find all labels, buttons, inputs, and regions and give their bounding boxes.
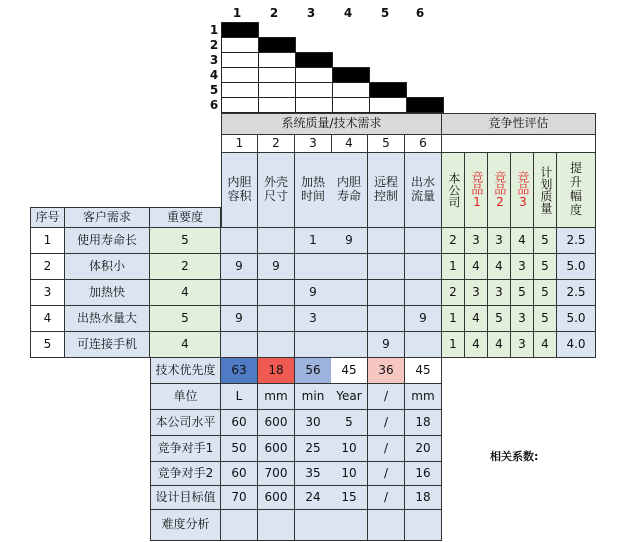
roof-correlation-cell — [332, 82, 370, 98]
spec-cell: 50 — [221, 436, 258, 462]
bottom-row-label: 单位 — [150, 384, 221, 410]
row-importance: 5 — [150, 306, 221, 332]
correlation-note: 相关系数: — [490, 450, 539, 463]
competitive-cell: 5 — [534, 228, 557, 254]
roof-correlation-cell — [295, 67, 333, 83]
customer-need-header: 客户需求 — [65, 207, 150, 228]
relationship-cell — [331, 254, 368, 280]
spec-cell: 60 — [221, 462, 258, 486]
spec-cell: / — [368, 436, 405, 462]
roof-diagonal-cell — [295, 52, 333, 68]
roof-row-number: 2 — [209, 38, 219, 52]
roof-row-number: 1 — [209, 23, 219, 37]
roof-correlation-cell — [221, 37, 259, 53]
relationship-cell — [258, 228, 295, 254]
row-importance: 2 — [150, 254, 221, 280]
row-customer-need: 可连接手机 — [65, 332, 150, 358]
spec-cell: 70 — [221, 486, 258, 510]
spec-cell: 700 — [258, 462, 295, 486]
relationship-cell: 9 — [368, 332, 405, 358]
row-seq: 1 — [30, 228, 65, 254]
spec-cell: 35 — [295, 462, 332, 486]
competitive-cell: 5 — [534, 254, 557, 280]
priority-cell: 45 — [331, 358, 368, 384]
relationship-cell — [405, 254, 442, 280]
relationship-cell — [405, 228, 442, 254]
relationship-cell — [295, 332, 332, 358]
competitive-cell: 3 — [511, 332, 534, 358]
comp-col-label: 竞品3 — [511, 153, 534, 228]
tech-col-label: 远程控制 — [368, 153, 405, 228]
roof-diagonal-cell — [258, 37, 296, 53]
bottom-row-label: 本公司水平 — [150, 410, 221, 436]
row-customer-need: 出热水量大 — [65, 306, 150, 332]
competitive-cell: 4 — [465, 306, 488, 332]
relationship-cell: 9 — [295, 280, 332, 306]
tech-col-number: 3 — [295, 135, 332, 153]
relationship-cell — [405, 332, 442, 358]
spec-cell: 600 — [258, 410, 295, 436]
tech-col-number: 6 — [405, 135, 442, 153]
spec-cell: / — [368, 384, 405, 410]
roof-col-number: 6 — [415, 6, 425, 20]
relationship-cell — [405, 280, 442, 306]
relationship-cell — [258, 306, 295, 332]
competitive-cell: 3 — [511, 306, 534, 332]
bottom-row-label: 竞争对手1 — [150, 436, 221, 462]
importance-header: 重要度 — [150, 207, 221, 228]
relationship-cell: 3 — [295, 306, 332, 332]
tech-col-label: 内胆寿命 — [331, 153, 368, 228]
competitive-cell: 4 — [465, 254, 488, 280]
spec-cell: / — [368, 462, 405, 486]
comp-col-label: 竞品1 — [465, 153, 488, 228]
competitive-cell: 4 — [488, 332, 511, 358]
row-customer-need: 加热快 — [65, 280, 150, 306]
roof-col-number: 4 — [343, 6, 353, 20]
relationship-cell — [368, 306, 405, 332]
spec-cell: mm — [258, 384, 295, 410]
spec-cell: 10 — [331, 436, 368, 462]
relationship-cell — [331, 280, 368, 306]
competitive-cell: 2 — [442, 228, 465, 254]
spec-cell: 30 — [295, 410, 332, 436]
tech-col-number: 1 — [221, 135, 258, 153]
competitive-cell: 4 — [511, 228, 534, 254]
spec-cell: 25 — [295, 436, 332, 462]
spec-cell: 24 — [295, 486, 332, 510]
roof-col-number: 5 — [380, 6, 390, 20]
spec-cell: / — [368, 410, 405, 436]
competitive-cell: 3 — [511, 254, 534, 280]
roof-correlation-cell — [221, 82, 259, 98]
relationship-cell: 9 — [221, 306, 258, 332]
relationship-cell — [331, 332, 368, 358]
relationship-cell — [368, 228, 405, 254]
spec-cell: 10 — [331, 462, 368, 486]
roof-diagonal-cell — [332, 67, 370, 83]
competitive-cell: 4.0 — [557, 332, 596, 358]
roof-col-number: 3 — [306, 6, 316, 20]
roof-col-number: 2 — [269, 6, 279, 20]
competitive-cell: 1 — [442, 332, 465, 358]
competitive-cell: 4 — [534, 332, 557, 358]
roof-row-number: 3 — [209, 53, 219, 67]
spec-cell — [331, 510, 368, 541]
competitive-cell: 3 — [465, 280, 488, 306]
competitive-cell: 3 — [488, 228, 511, 254]
relationship-cell — [221, 228, 258, 254]
tech-col-number: 4 — [331, 135, 368, 153]
competitive-assessment-header: 竞争性评估 — [442, 113, 596, 135]
bottom-row-label: 设计目标值 — [150, 486, 221, 510]
roof-correlation-cell — [258, 67, 296, 83]
spec-cell — [405, 510, 442, 541]
comp-col-label: 本公司 — [442, 153, 465, 228]
spec-cell: / — [368, 486, 405, 510]
spec-cell: 18 — [405, 486, 442, 510]
competitive-cell: 5 — [534, 306, 557, 332]
row-importance: 5 — [150, 228, 221, 254]
competitive-cell: 5 — [534, 280, 557, 306]
roof-correlation-cell — [295, 97, 333, 113]
relationship-cell — [368, 254, 405, 280]
spec-cell — [258, 510, 295, 541]
roof-correlation-cell — [369, 97, 407, 113]
bottom-row-label: 竞争对手2 — [150, 462, 221, 486]
priority-cell: 45 — [405, 358, 442, 384]
relationship-cell — [331, 306, 368, 332]
spec-cell: min — [295, 384, 332, 410]
comp-col-label: 提升幅度 — [557, 153, 596, 228]
roof-correlation-cell — [258, 52, 296, 68]
roof-diagonal-cell — [221, 22, 259, 38]
competitive-cell: 3 — [465, 228, 488, 254]
competitive-cell: 2.5 — [557, 280, 596, 306]
spec-cell: Year — [331, 384, 368, 410]
competitive-cell: 5 — [511, 280, 534, 306]
seq-header: 序号 — [30, 207, 65, 228]
roof-correlation-cell — [221, 67, 259, 83]
roof-correlation-cell — [332, 97, 370, 113]
priority-cell: 63 — [221, 358, 258, 384]
priority-cell: 36 — [368, 358, 405, 384]
spec-cell — [295, 510, 332, 541]
roof-row-number: 5 — [209, 83, 219, 97]
spec-cell: 600 — [258, 436, 295, 462]
row-seq: 5 — [30, 332, 65, 358]
spec-cell: 20 — [405, 436, 442, 462]
roof-diagonal-cell — [369, 82, 407, 98]
roof-col-number: 1 — [232, 6, 242, 20]
competitive-cell: 5 — [488, 306, 511, 332]
roof-correlation-cell — [221, 52, 259, 68]
roof-correlation-cell — [258, 97, 296, 113]
tech-col-number: 5 — [368, 135, 405, 153]
tech-col-label: 内胆容积 — [221, 153, 258, 228]
competitive-number-row — [442, 135, 596, 153]
relationship-cell: 1 — [295, 228, 332, 254]
spec-cell: 16 — [405, 462, 442, 486]
row-importance: 4 — [150, 332, 221, 358]
roof-correlation-cell — [295, 82, 333, 98]
relationship-cell — [221, 280, 258, 306]
system-quality-header: 系统质量/技术需求 — [221, 113, 442, 135]
spec-cell: 18 — [405, 410, 442, 436]
comp-col-label: 计划质量 — [534, 153, 557, 228]
spec-cell — [368, 510, 405, 541]
relationship-cell — [258, 332, 295, 358]
competitive-cell: 1 — [442, 306, 465, 332]
relationship-cell: 9 — [405, 306, 442, 332]
competitive-cell: 5.0 — [557, 254, 596, 280]
tech-col-label: 外壳尺寸 — [258, 153, 295, 228]
row-customer-need: 使用寿命长 — [65, 228, 150, 254]
competitive-cell: 2.5 — [557, 228, 596, 254]
competitive-cell: 3 — [488, 280, 511, 306]
relationship-cell: 9 — [221, 254, 258, 280]
comp-col-label: 竞品2 — [488, 153, 511, 228]
row-seq: 3 — [30, 280, 65, 306]
tech-col-label: 出水流量 — [405, 153, 442, 228]
row-importance: 4 — [150, 280, 221, 306]
roof-row-number: 4 — [209, 68, 219, 82]
spec-cell: L — [221, 384, 258, 410]
row-seq: 4 — [30, 306, 65, 332]
spec-cell: 5 — [331, 410, 368, 436]
competitive-cell: 4 — [465, 332, 488, 358]
bottom-row-label: 难度分析 — [150, 510, 221, 541]
priority-cell: 56 — [295, 358, 332, 384]
relationship-cell: 9 — [258, 254, 295, 280]
spec-cell: mm — [405, 384, 442, 410]
relationship-cell — [368, 280, 405, 306]
relationship-cell — [258, 280, 295, 306]
roof-diagonal-cell — [406, 97, 444, 113]
row-customer-need: 体积小 — [65, 254, 150, 280]
relationship-cell: 9 — [331, 228, 368, 254]
bottom-row-label: 技术优先度 — [150, 358, 221, 384]
priority-cell: 18 — [258, 358, 295, 384]
roof-correlation-cell — [258, 82, 296, 98]
row-seq: 2 — [30, 254, 65, 280]
relationship-cell — [295, 254, 332, 280]
roof-correlation-cell — [221, 97, 259, 113]
competitive-cell: 1 — [442, 254, 465, 280]
competitive-cell: 5.0 — [557, 306, 596, 332]
spec-cell: 600 — [258, 486, 295, 510]
roof-row-number: 6 — [209, 98, 219, 112]
spec-cell: 60 — [221, 410, 258, 436]
relationship-cell — [221, 332, 258, 358]
spec-cell: 15 — [331, 486, 368, 510]
competitive-cell: 2 — [442, 280, 465, 306]
competitive-cell: 4 — [488, 254, 511, 280]
spec-cell — [221, 510, 258, 541]
tech-col-number: 2 — [258, 135, 295, 153]
tech-col-label: 加热时间 — [295, 153, 332, 228]
